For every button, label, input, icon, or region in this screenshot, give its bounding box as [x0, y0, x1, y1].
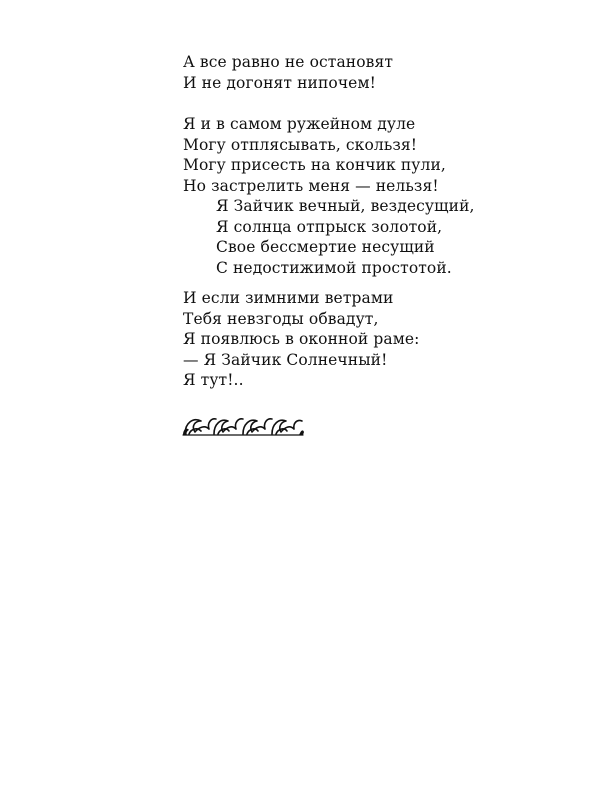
poem-stanza-1 [183, 52, 393, 93]
poem-line: С недостижимой простотой. [216, 258, 452, 277]
poem-stanza-4 [183, 288, 419, 391]
poem-line: Но застрелить меня — нельзя! [183, 176, 439, 195]
poem-line: Я появлюсь в оконной раме: [183, 330, 420, 349]
poem-line: И не догонят нипочем! [183, 73, 376, 92]
poem-stanza-3 [216, 196, 475, 278]
decorative-vine-ornament-icon [181, 413, 305, 439]
poem-line: Я и в самом ружейном дуле [183, 115, 416, 133]
poem-line: И если зимними ветрами [183, 289, 394, 307]
poem-line: Свое бессмертие несущий [216, 238, 435, 257]
poem-line: Тебя невзгоды обвадут, [183, 309, 379, 328]
poem-line: — Я Зайчик Солнечный! [183, 350, 388, 369]
poem-line: Я Зайчик вечный, вездесущий, [216, 197, 475, 215]
poem-stanza-2 [183, 114, 446, 196]
poem-line: А все равно не остановят [183, 53, 394, 71]
poem-line: Я тут!.. [183, 371, 244, 390]
poem-line: Могу отплясывать, скользя! [183, 135, 418, 154]
poem-line: Могу присесть на кончик пули, [183, 156, 446, 175]
poem-line: Я солнца отпрыск золотой, [216, 217, 443, 236]
